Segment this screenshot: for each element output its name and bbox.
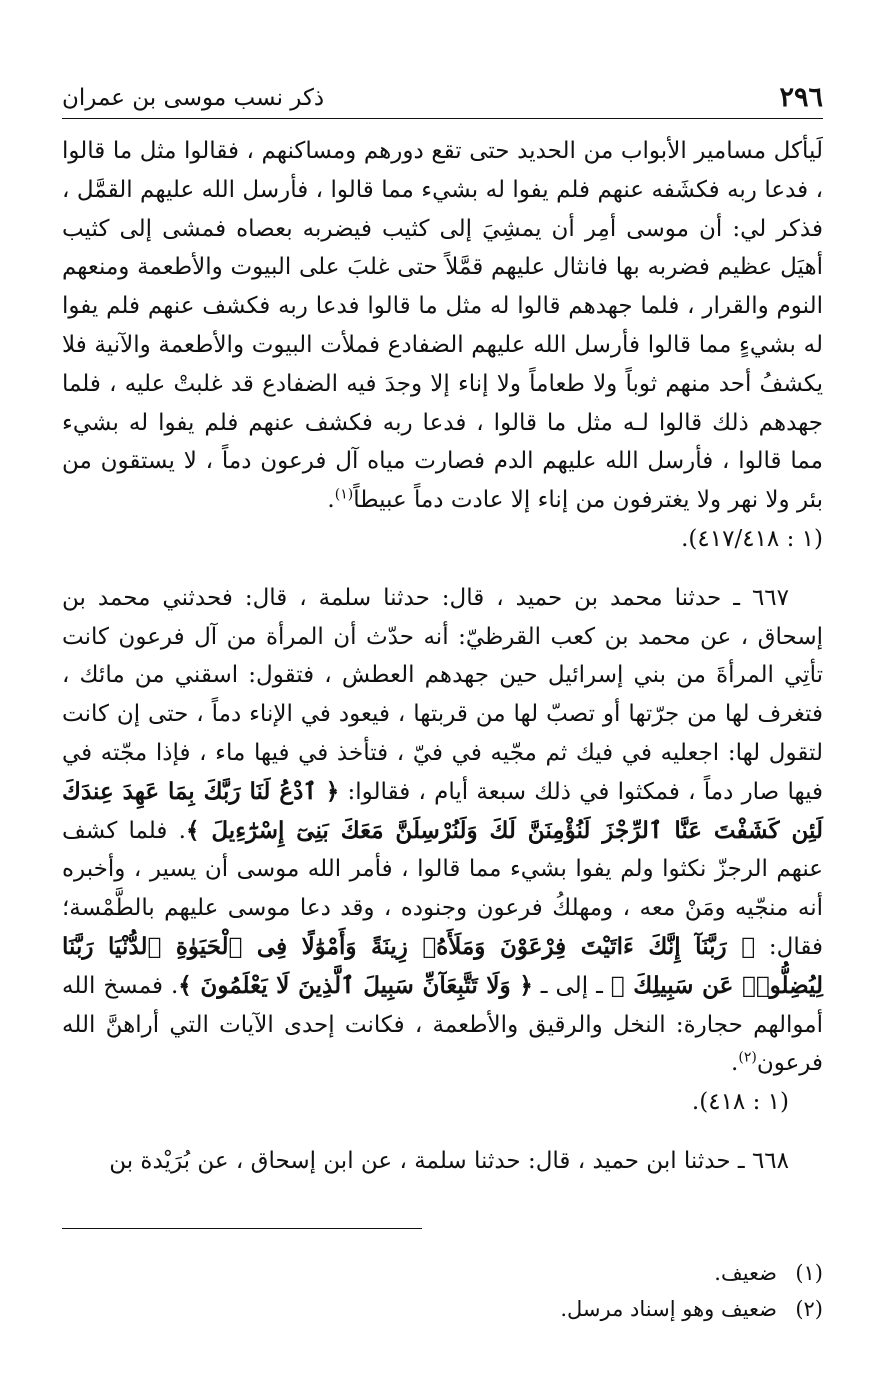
hadith-668 xyxy=(62,1142,823,1181)
paragraph-text: . فلما كشف عنهم الرجزّ نكثوا ولم يفوا بشيء مما قالوا ، فأمر الله موسى أن يسير ، وأخبره أنه منجّيه ومَنْ معه ، ومهلكُ فرعون وجنوده ، وقد دعا موسى عليهم بالطَّمْسة؛ فقال: xyxy=(62,817,823,960)
footnote-item xyxy=(63,1255,823,1291)
footnote-marker: (٢) xyxy=(738,1049,757,1066)
footnote-number: (١) xyxy=(795,1261,823,1285)
footnote-text: ضعيف. xyxy=(714,1261,777,1285)
page-header xyxy=(62,80,823,119)
source-reference: (١ : ٤١٨). xyxy=(691,1089,789,1116)
paragraph-text: ـ إلى ـ xyxy=(540,972,603,999)
paragraph-text: ٦٦٨ ـ حدثنا ابن حميد ، قال: حدثنا سلمة ، عن ابن إسحاق ، عن بُرَيْدة بن xyxy=(109,1147,789,1174)
quran-verse: ﴿ وَلَا تَتَّبِعَآنِّ سَبِيلَ ٱلَّذِينَ لَا يَعْلَمُونَ ﴾ xyxy=(178,971,533,999)
footnote-item xyxy=(63,1291,823,1327)
footnote-text: ضعيف وهو إسناد مرسل. xyxy=(560,1297,777,1321)
footnote-marker: (١) xyxy=(334,486,354,503)
source-reference: (١ : ٤١٧/٤١٨). xyxy=(681,525,823,552)
sentence-end: . xyxy=(327,487,335,514)
footnote-number: (٢) xyxy=(795,1297,823,1321)
page-number: ٢٩٦ xyxy=(779,82,823,113)
quran-verse: ﴿ ٱدْعُ لَنَا رَبَّكَ بِمَا عَهِدَ عِندَكَ لَئِن كَشَفْتَ عَنَّا ٱلرِّجْزَ لَنُؤْمِنَنَّ لَكَ وَلَنُرْسِلَنَّ مَعَكَ بَنِىٓ إِسْرَٰٓءِيلَ ﴾ xyxy=(62,777,823,844)
footnote-divider xyxy=(62,1228,422,1229)
hadith-667 xyxy=(62,579,823,1122)
footnotes xyxy=(63,1255,823,1327)
running-title: ذكر نسب موسى بن عمران xyxy=(62,85,325,111)
paragraph-continuation xyxy=(62,132,823,559)
paragraph-text: لَيأكل مسامير الأبواب من الحديد حتى تقع دورهم ومساكنهم ، فقالوا مثل ما قالوا ، فدعا ربه فكشَفه عنهم فلم يفوا له بشيء مما قالوا ، فأرسل الله عليهم القمَّل ، فذكر لي: أن موسى أمِر أن يمشِيَ إلى كثيب فيضربه بعصاه فمشى إلى كثيب أهيَل عظيم فضربه بها فانثال عليهم قمَّلاً حتى غلبَ على البيوت والأطعمة ومنعهم النوم والقرار ، فلما جهدهم قالوا له مثل ما قالوا فدعا ربه فكشف عنهم فلم يفوا له بشيءٍ مما قالوا فأرسل الله عليهم الضفادع فملأت البيوت والأطعمة والآنية فلا يكشفُ أحد منهم ثوباً ولا طعاماً ولا إناء إلا وجدَ فيه الضفادع قد غلبتْ عليه ، فلما جهدهم ذلك قالوا لـه مثل ما قالوا ، فدعا ربه فكشف عنهم فلم يفوا له بشيء مما قالوا ، فأرسل الله عليهم الدم فصارت مياه آل فرعون دماً ، لا يستقون من بئر ولا نهر ولا يغترفون من إناء إلا عادت دماً عبيطاً xyxy=(62,138,823,514)
paragraph-text: ٦٦٧ ـ حدثنا محمد بن حميد ، قال: حدثنا سلمة ، قال: فحدثني محمد بن إسحاق ، عن محمد بن كعب القرظيّ: أنه حدّث أن المرأة من آل فرعون كانت تأتِي المرأةَ من بني إسرائيل حين جهدهم العطش ، فتقول: اسقني من مائك ، فتغرف لها من جرّتها أو تصبّ لها من قربتها ، فيعود في الإناء دماً ، حتى إن كانت لتقول لها: اجعليه في فيك ثم مجّيه في فيّ ، فتأخذ في فيها ماء ، فإذا مجّته في فيها صار دماً ، فمكثوا في ذلك سبعة أيام ، فقالوا: xyxy=(62,584,824,805)
paragraph-text: . فمسخ الله أموالهم حجارة: النخل والرقيق والأطعمة ، فكانت إحدى الآيات التي أراهنَّ الله فرعون xyxy=(62,972,823,1077)
sentence-end: . xyxy=(731,1050,739,1077)
quran-verse: ﴿ رَبَّنَآ إِنَّكَ ءَاتَيْتَ فِرْعَوْنَ وَمَلَأَهُۥ زِينَةً وَأَمْوَٰلًا فِى ٱلْحَيَوٰةِ ٱلدُّنْيَا رَبَّنَا لِيُضِلُّوا۟ عَن سَبِيلِكَ ﴾ xyxy=(62,932,824,999)
main-text xyxy=(62,132,823,1181)
